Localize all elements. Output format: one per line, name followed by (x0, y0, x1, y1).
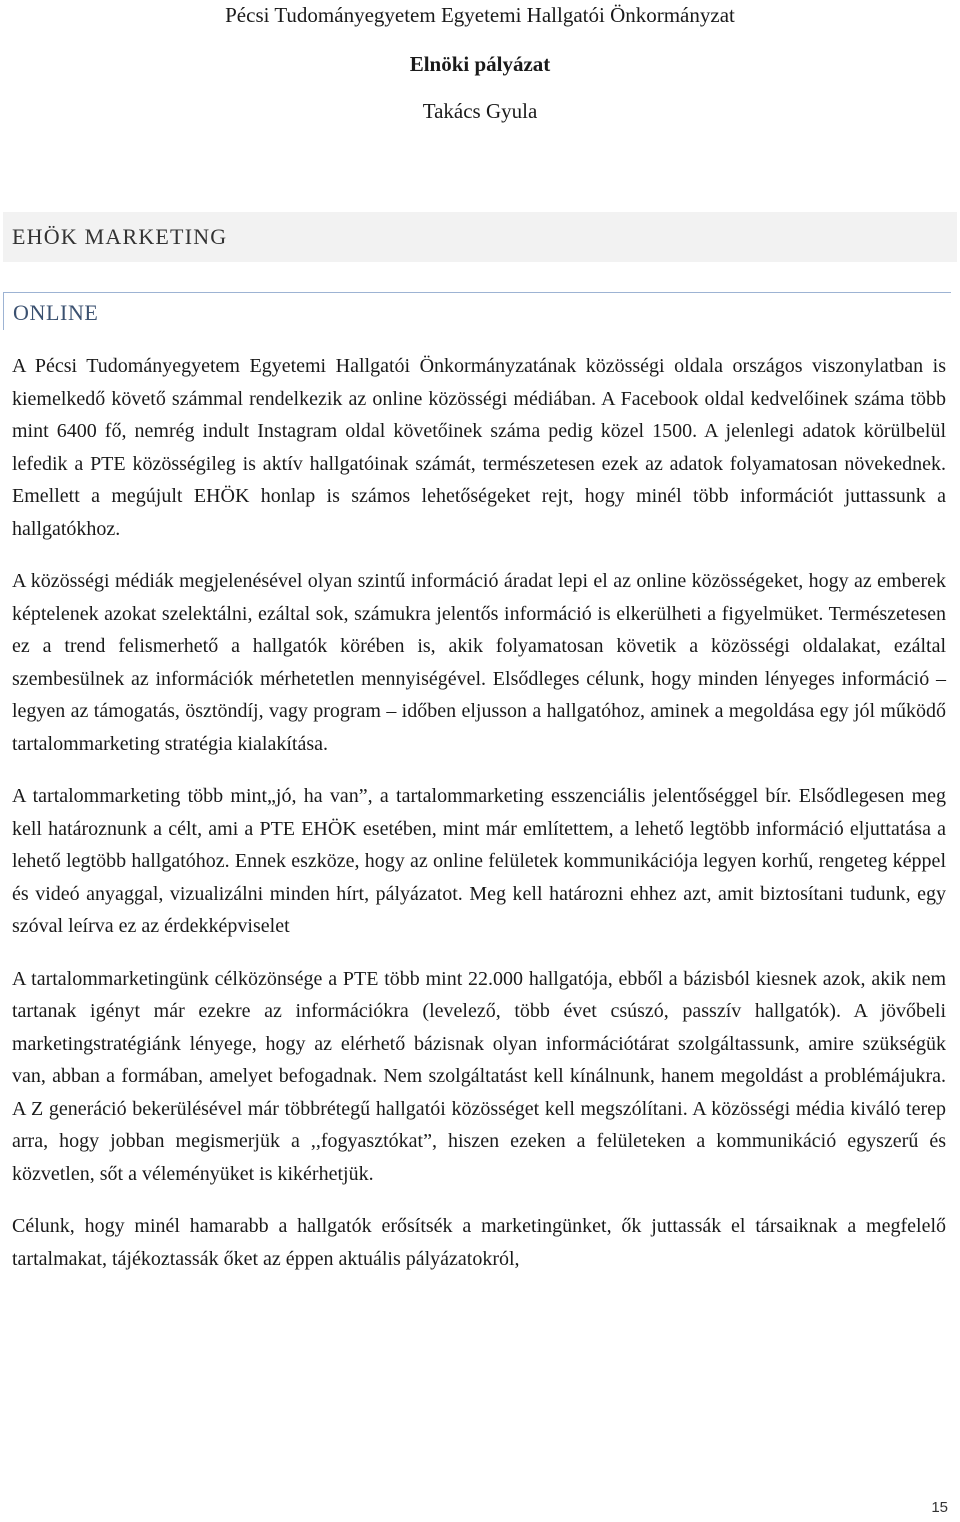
paragraph-1: A Pécsi Tudományegyetem Egyetemi Hallgatói Önkormányzatának közösségi oldala országos viszonylatban is kiemelkedő követő számmal rendelkezik az online közösségi médiában. A Facebook oldal kedvelőinek száma több mint 6400 fő, nemrég indult Instagram oldal követőinek száma pedig közel 1500. A jelenlegi adatok körülbelül lefedik a PTE közösségileg is aktív hallgatóinak számát, természetesen ezek az adatok folyamatosan növekednek. Emellett a megújult EHÖK honlap is számos lehetőségeket rejt, hogy minél több információt juttassunk a hallgatókhoz. (12, 355, 946, 540)
header-organization: Pécsi Tudományegyetem Egyetemi Hallgatói Önkormányzat (225, 3, 735, 27)
page-number: 15 (931, 1499, 948, 1516)
header-author: Takács Gyula (422, 99, 538, 123)
paragraph-3: A tartalommarketing több mint„jó, ha van”, a tartalommarketing esszenciális jelentőséggel bír. Elsődlegesen meg kell határoznunk a célt, ami a PTE EHÖK esetében, mint már említettem, a lehető legtöbb információ eljuttatása a lehető legtöbb hallgatóhoz. Ennek eszköze, hogy az online felületek kommunikációja legyen korhű, rengeteg képpel és videó anyaggal, vizualizálni minden hírt, pályázatot. Meg kell határozni ehhez azt, amit biztosítani tudunk, egy szóval leírva ez az érdekképviselet (12, 785, 946, 937)
header-document-type: Elnöki pályázat (409, 52, 551, 76)
subsection-title: ONLINE (3, 292, 951, 330)
paragraph-2: A közösségi médiák megjelenésével olyan szintű információ áradat lepi el az online közösségeket, hogy az emberek képtelenek azokat szelektálni, ezáltal sok, számukra jelentős információ is elkerülheti a figyelmüket. Természetesen ez a trend felismerhető a hallgatók körében is, akik folyamatosan követik a közösségi oldalakat, ezáltal szembesülnek az információk mérhetetlen mennyiségével. Elsődleges célunk, hogy minden lényeges információ – legyen az támogatás, ösztöndíj, vagy program – időben eljusson a hallgatóhoz, aminek a megoldása egy jól működő tartalommarketing stratégia kialakítása. (12, 570, 946, 755)
body-text (12, 350, 946, 1295)
paragraph-5: Célunk, hogy minél hamarabb a hallgatók erősítsék a marketingünket, ők juttassák el társaiknak a megfelelő tartalmakat, tájékoztassák őket az éppen aktuális pályázatokról, (12, 1215, 946, 1270)
paragraph-4: A tartalommarketingünk célközönsége a PTE több mint 22.000 hallgatója, ebből a bázisból kiesnek azok, akik nem tartanak igényt már ezekre az információkra (levelező, több évet csúszó, passzív hallgatók). A jövőbeli marketingstratégiánk lényege, hogy az elérhető bázisnak olyan információtárat szolgáltassunk, amire szükségük van, abban a formában, amelyet befogadnak. Nem szolgáltatást kell kínálnunk, hanem megoldást a problémájukra. A Z generáció bekerülésével már többrétegű hallgatói közösséget kell megszólítani. A közösségi média kiváló terep arra, hogy jobban megismerjük a ,,fogyasztókat”, hiszen ezeken a felületeken a kommunikáció egyszerű és közvetlen, sőt a véleményüket is kikérhetjük. (12, 967, 946, 1185)
section-title: EHÖK MARKETING (3, 212, 957, 262)
